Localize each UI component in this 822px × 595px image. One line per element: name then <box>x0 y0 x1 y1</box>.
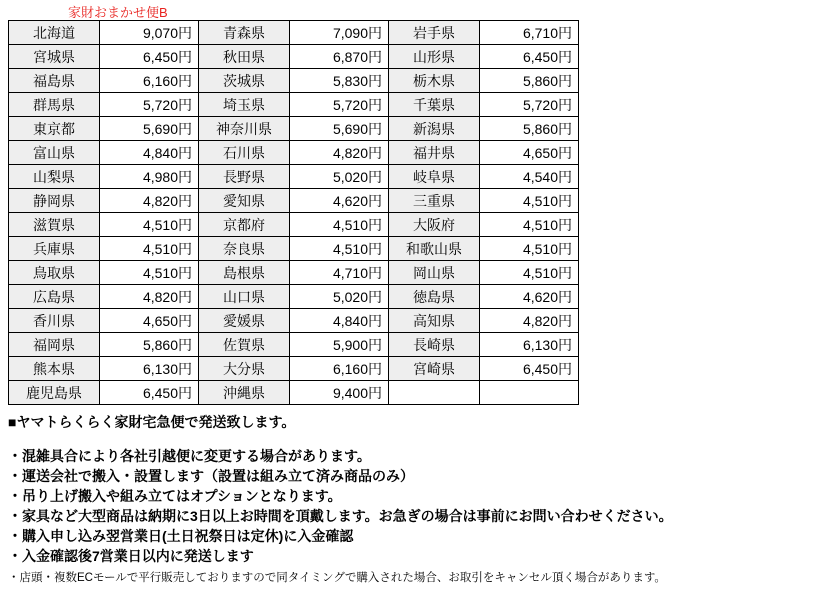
table-row <box>9 117 579 141</box>
prefecture-cell: 三重県 <box>389 189 480 213</box>
price-cell: 4,510円 <box>480 237 579 261</box>
price-cell: 5,720円 <box>100 93 199 117</box>
table-row <box>9 69 579 93</box>
table-row <box>9 21 579 45</box>
prefecture-cell: 東京都 <box>9 117 100 141</box>
table-row <box>9 45 579 69</box>
note-line: ・混雑具合により各社引越便に変更する場合があります。 <box>8 448 371 464</box>
price-cell: 6,450円 <box>480 45 579 69</box>
price-cell: 6,870円 <box>290 45 389 69</box>
price-cell: 9,400円 <box>290 381 389 405</box>
price-cell: 4,510円 <box>100 261 199 285</box>
price-cell: 5,020円 <box>290 285 389 309</box>
empty-cell <box>480 381 579 405</box>
table-row <box>9 165 579 189</box>
prefecture-cell: 島根県 <box>199 261 290 285</box>
price-cell: 4,510円 <box>290 213 389 237</box>
table-row <box>9 189 579 213</box>
prefecture-cell: 北海道 <box>9 21 100 45</box>
prefecture-cell: 石川県 <box>199 141 290 165</box>
prefecture-cell: 大阪府 <box>389 213 480 237</box>
price-cell: 4,820円 <box>100 285 199 309</box>
prefecture-cell: 岐阜県 <box>389 165 480 189</box>
table-row <box>9 357 579 381</box>
prefecture-cell: 京都府 <box>199 213 290 237</box>
prefecture-cell: 栃木県 <box>389 69 480 93</box>
prefecture-cell: 福岡県 <box>9 333 100 357</box>
price-cell: 4,840円 <box>100 141 199 165</box>
price-cell: 5,900円 <box>290 333 389 357</box>
price-cell: 4,650円 <box>100 309 199 333</box>
price-cell: 4,620円 <box>290 189 389 213</box>
price-cell: 4,510円 <box>100 213 199 237</box>
price-cell: 6,450円 <box>480 357 579 381</box>
table-row <box>9 381 579 405</box>
prefecture-cell: 富山県 <box>9 141 100 165</box>
prefecture-cell: 長野県 <box>199 165 290 189</box>
prefecture-cell: 和歌山県 <box>389 237 480 261</box>
price-cell: 4,510円 <box>290 237 389 261</box>
prefecture-cell: 神奈川県 <box>199 117 290 141</box>
price-cell: 4,540円 <box>480 165 579 189</box>
prefecture-cell: 新潟県 <box>389 117 480 141</box>
price-cell: 5,690円 <box>100 117 199 141</box>
prefecture-cell: 群馬県 <box>9 93 100 117</box>
prefecture-cell: 兵庫県 <box>9 237 100 261</box>
shipping-rates-table <box>8 20 579 405</box>
price-cell: 4,650円 <box>480 141 579 165</box>
price-cell: 4,510円 <box>100 237 199 261</box>
table-row <box>9 213 579 237</box>
prefecture-cell: 沖縄県 <box>199 381 290 405</box>
price-cell: 6,130円 <box>480 333 579 357</box>
table-row <box>9 285 579 309</box>
table-body <box>9 21 579 405</box>
price-cell: 4,820円 <box>100 189 199 213</box>
price-cell: 6,160円 <box>290 357 389 381</box>
prefecture-cell: 山形県 <box>389 45 480 69</box>
note-fine-print: ・店頭・複数ECモールで平行販売しておりますので同タイミングで購入された場合、お取引をキャンセル頂く場合があります。 <box>8 572 666 584</box>
price-cell: 6,710円 <box>480 21 579 45</box>
prefecture-cell: 愛知県 <box>199 189 290 213</box>
price-cell: 6,130円 <box>100 357 199 381</box>
price-cell: 7,090円 <box>290 21 389 45</box>
price-cell: 5,860円 <box>100 333 199 357</box>
prefecture-cell: 宮城県 <box>9 45 100 69</box>
price-cell: 5,830円 <box>290 69 389 93</box>
price-cell: 6,450円 <box>100 381 199 405</box>
prefecture-cell: 宮崎県 <box>389 357 480 381</box>
prefecture-cell: 山口県 <box>199 285 290 309</box>
table-row <box>9 237 579 261</box>
price-cell: 4,980円 <box>100 165 199 189</box>
prefecture-cell: 山梨県 <box>9 165 100 189</box>
price-cell: 4,620円 <box>480 285 579 309</box>
prefecture-cell: 福島県 <box>9 69 100 93</box>
price-cell: 4,820円 <box>290 141 389 165</box>
prefecture-cell: 岡山県 <box>389 261 480 285</box>
prefecture-cell: 岩手県 <box>389 21 480 45</box>
price-cell: 4,510円 <box>480 213 579 237</box>
price-cell: 5,860円 <box>480 117 579 141</box>
price-cell: 4,840円 <box>290 309 389 333</box>
note-line: ・入金確認後7営業日以内に発送します <box>8 548 254 564</box>
prefecture-cell: 福井県 <box>389 141 480 165</box>
prefecture-cell: 静岡県 <box>9 189 100 213</box>
notes-heading: ■ヤマトらくらく家財宅急便で発送致します。 <box>8 414 296 430</box>
price-cell: 5,720円 <box>290 93 389 117</box>
prefecture-cell: 茨城県 <box>199 69 290 93</box>
table-row <box>9 309 579 333</box>
page-title: 家財おまかせ便B <box>68 5 168 20</box>
prefecture-cell: 佐賀県 <box>199 333 290 357</box>
prefecture-cell: 高知県 <box>389 309 480 333</box>
prefecture-cell: 熊本県 <box>9 357 100 381</box>
price-cell: 4,510円 <box>480 189 579 213</box>
price-cell: 4,510円 <box>480 261 579 285</box>
price-cell: 6,160円 <box>100 69 199 93</box>
prefecture-cell: 徳島県 <box>389 285 480 309</box>
price-cell: 5,720円 <box>480 93 579 117</box>
prefecture-cell: 鳥取県 <box>9 261 100 285</box>
price-cell: 9,070円 <box>100 21 199 45</box>
price-cell: 4,820円 <box>480 309 579 333</box>
price-cell: 5,690円 <box>290 117 389 141</box>
prefecture-cell: 愛媛県 <box>199 309 290 333</box>
note-line: ・運送会社で搬入・設置します（設置は組み立て済み商品のみ） <box>8 468 414 484</box>
price-cell: 5,860円 <box>480 69 579 93</box>
table-row <box>9 141 579 165</box>
note-line: ・吊り上げ搬入や組み立てはオプションとなります。 <box>8 488 342 504</box>
table-row <box>9 261 579 285</box>
table-row <box>9 333 579 357</box>
table-row <box>9 93 579 117</box>
price-cell: 6,450円 <box>100 45 199 69</box>
prefecture-cell: 千葉県 <box>389 93 480 117</box>
prefecture-cell: 香川県 <box>9 309 100 333</box>
note-line: ・家具など大型商品は納期に3日以上お時間を頂戴します。お急ぎの場合は事前にお問い合わせください。 <box>8 508 673 524</box>
price-cell: 4,710円 <box>290 261 389 285</box>
prefecture-cell: 奈良県 <box>199 237 290 261</box>
notes-section <box>8 412 814 587</box>
empty-cell <box>389 381 480 405</box>
note-line: ・購入申し込み翌営業日(土日祝祭日は定休)に入金確認 <box>8 528 354 544</box>
prefecture-cell: 埼玉県 <box>199 93 290 117</box>
prefecture-cell: 大分県 <box>199 357 290 381</box>
prefecture-cell: 滋賀県 <box>9 213 100 237</box>
prefecture-cell: 長崎県 <box>389 333 480 357</box>
prefecture-cell: 鹿児島県 <box>9 381 100 405</box>
price-cell: 5,020円 <box>290 165 389 189</box>
prefecture-cell: 青森県 <box>199 21 290 45</box>
prefecture-cell: 秋田県 <box>199 45 290 69</box>
prefecture-cell: 広島県 <box>9 285 100 309</box>
